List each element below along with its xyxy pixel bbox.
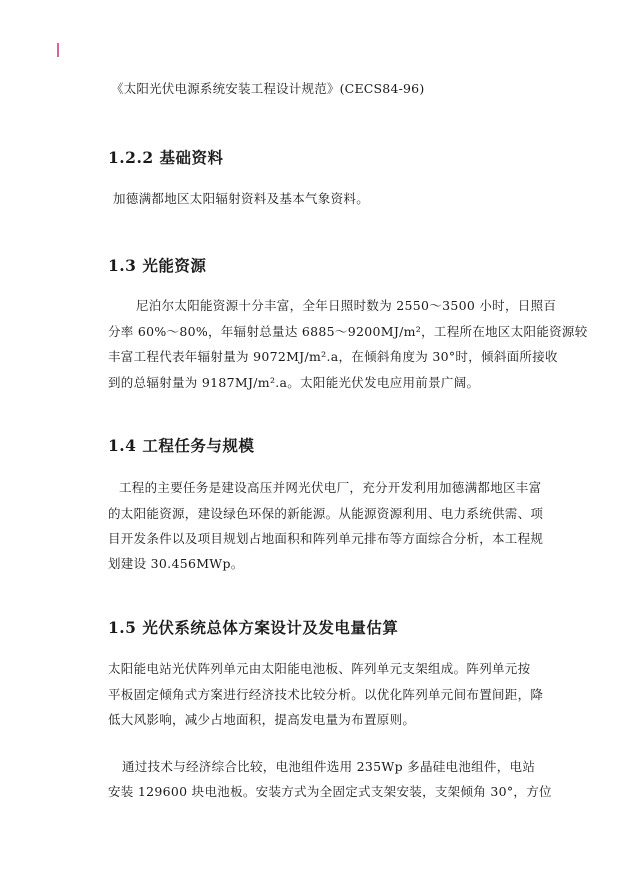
paragraph-line: 加德满都地区太阳辐射资料及基本气象资料。 bbox=[113, 191, 370, 206]
paragraph-line: 到的总辐射量为 9187MJ/m².a。太阳能光伏发电应用前景广阔。 bbox=[108, 375, 480, 390]
paragraph-line: 工程的主要任务是建设高压并网光伏电厂，充分开发利用加德满都地区丰富 bbox=[119, 480, 542, 495]
paragraph-line: 安装 129600 块电池板。安装方式为全固定式支架安装，支架倾角 30°，方位 bbox=[108, 784, 552, 799]
reference-standard: 《太阳光伏电源系统安装工程设计规范》(CECS84-96) bbox=[111, 81, 425, 96]
paragraph-line: 丰富工程代表年辐射量为 9072MJ/m².a，在倾斜角度为 30°时，倾斜面所接收 bbox=[108, 349, 558, 364]
paragraph-line: 的太阳能资源，建设绿色环保的新能源。从能源资源利用、电力系统供需、项 bbox=[108, 506, 544, 521]
paragraph-line: 目开发条件以及项目规划占地面积和阵列单元排布等方面综合分析，本工程规 bbox=[108, 531, 544, 546]
paragraph-line: 通过技术与经济综合比较，电池组件选用 235Wp 多晶硅电池组件，电站 bbox=[122, 759, 536, 774]
paragraph-line: 平板固定倾角式方案进行经济技术比较分析。以优化阵列单元间布置间距，降 bbox=[108, 687, 544, 702]
heading-project-tasks: 1.4 工程任务与规模 bbox=[108, 436, 255, 455]
paragraph-line: 太阳能电站光伏阵列单元由太阳能电池板、阵列单元支架组成。阵列单元按 bbox=[108, 661, 531, 676]
paragraph-line: 低大风影响，减少占地面积，提高发电量为布置原则。 bbox=[108, 712, 416, 727]
paragraph-line: 分率 60%～80%，年辐射总量达 6885～9200MJ/m²，工程所在地区太阳能资源较 bbox=[108, 324, 588, 339]
heading-pv-system-design: 1.5 光伏系统总体方案设计及发电量估算 bbox=[108, 618, 399, 637]
paragraph-line: 尼泊尔太阳能资源十分丰富，全年日照时数为 2550～3500 小时，日照百 bbox=[136, 298, 557, 313]
heading-solar-resource: 1.3 光能资源 bbox=[108, 256, 207, 275]
margin-mark bbox=[57, 43, 59, 57]
paragraph-line: 划建设 30.456MWp。 bbox=[108, 556, 244, 571]
heading-basic-data: 1.2.2 基础资料 bbox=[108, 148, 224, 167]
